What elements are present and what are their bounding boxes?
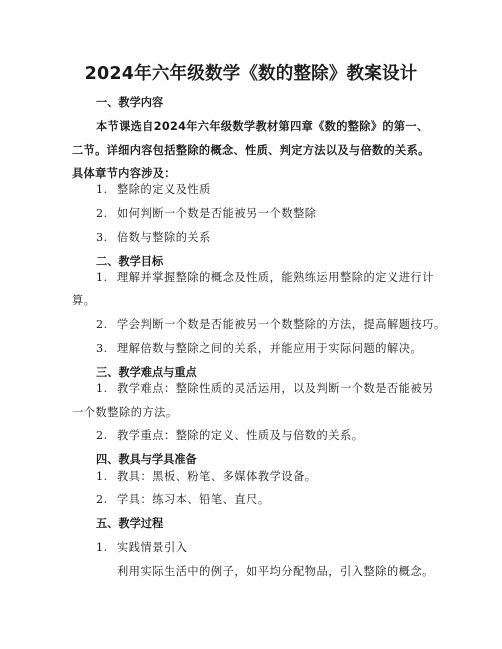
list-item <box>96 541 187 555</box>
list-item-text: 理解倍数与整除之间的关系，并能应用于实际问题的解决。 <box>117 342 423 355</box>
section-heading-key-points: 三、教学难点与重点 <box>96 366 197 379</box>
content-intro-line-2: 二节。详细内容包括整除的概念、性质、判定方法以及与倍数的关系。 <box>72 144 430 157</box>
list-item-continuation: 利用实际生活中的例子，如平均分配物品，引入整除的概念。 <box>117 565 434 578</box>
list-item <box>96 470 317 484</box>
list-item-text: 整除的定义及性质 <box>117 183 211 196</box>
list-item-number: 3. <box>96 231 108 244</box>
section-heading-content: 一、教学内容 <box>96 96 164 109</box>
section-heading-process: 五、教学过程 <box>96 517 164 530</box>
list-item <box>96 429 364 443</box>
list-item-number: 1. <box>96 541 108 554</box>
list-item <box>96 231 211 245</box>
content-intro-line-3: 具体章节内容涉及： <box>72 167 176 180</box>
list-item <box>96 342 422 356</box>
content-intro-line-1: 本节课选自2024年六年级数学教材第四章《数的整除》的第一、 <box>96 120 429 133</box>
list-item-continuation: 算。 <box>72 294 96 307</box>
list-item <box>96 207 317 221</box>
list-item-text: 理解并掌握整除的概念及性质，能熟练运用整除的定义进行计 <box>117 271 434 284</box>
list-item-number: 1. <box>96 183 108 196</box>
list-item-number: 1. <box>96 382 108 395</box>
list-item-text: 如何判断一个数是否能被另一个数整除 <box>117 207 317 220</box>
list-item-text: 教学重点：整除的定义、性质及与倍数的关系。 <box>117 429 364 442</box>
list-item-text: 倍数与整除的关系 <box>117 231 211 244</box>
section-heading-materials: 四、教具与学具准备 <box>96 453 197 466</box>
list-item <box>96 382 434 396</box>
document-title: 2024年六年级数学《数的整除》教案设计 <box>84 64 418 84</box>
list-item-number: 1. <box>96 271 108 284</box>
list-item-number: 2. <box>96 493 108 506</box>
list-item-text: 教学难点：整除性质的灵活运用，以及判断一个数是否能被另 <box>117 382 434 395</box>
list-item-number: 1. <box>96 470 108 483</box>
list-item <box>96 493 270 507</box>
list-item <box>96 318 446 332</box>
list-item-number: 2. <box>96 318 108 331</box>
list-item-number: 2. <box>96 207 108 220</box>
list-item-text: 教具：黑板、粉笔、多媒体教学设备。 <box>117 470 317 483</box>
list-item-text: 学具：练习本、铅笔、直尺。 <box>117 493 270 506</box>
list-item <box>96 183 211 197</box>
list-item <box>96 271 434 285</box>
list-item-number: 3. <box>96 342 108 355</box>
list-item-number: 2. <box>96 429 108 442</box>
list-item-text: 实践情景引入 <box>117 541 188 554</box>
list-item-continuation: 一个数整除的方法。 <box>72 406 178 419</box>
section-heading-goals: 二、教学目标 <box>96 255 164 268</box>
list-item-text: 学会判断一个数是否能被另一个数整除的方法，提高解题技巧。 <box>117 318 446 331</box>
